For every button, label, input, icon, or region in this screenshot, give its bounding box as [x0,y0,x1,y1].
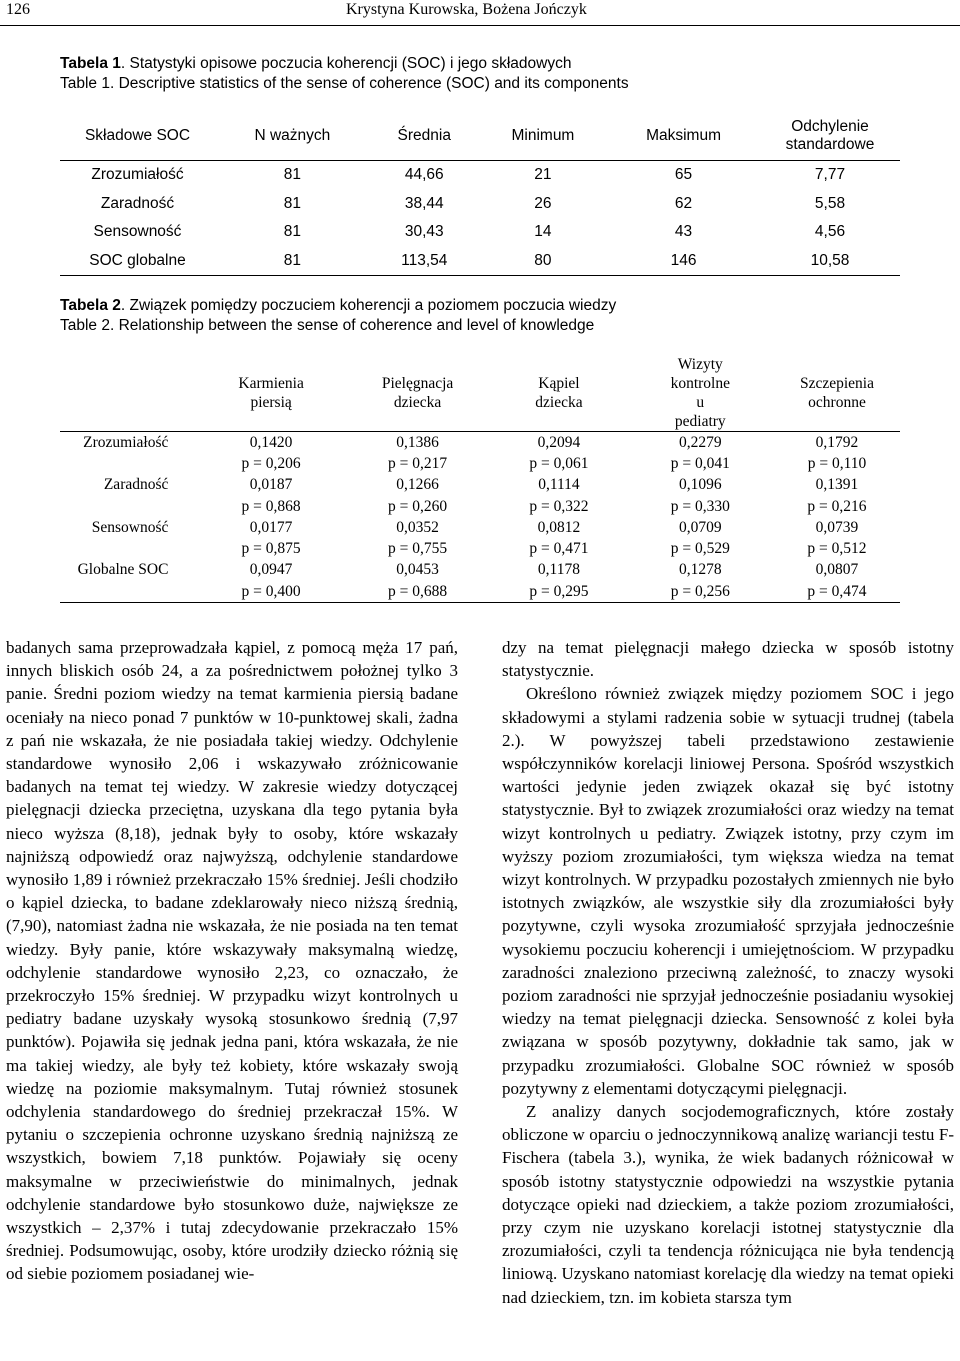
table-row [60,218,900,247]
p-value-cell: p = 0,868 [241,497,301,515]
header-rule [0,25,960,26]
body-paragraph: Określono również związek między poziomem SOC i jego składowymi a stylami radzenia sobie w sytuacji trudnej (tabela 2.). W powyższej tabeli przedstawiono zestawienie współczynników korelacji liniowej Persona. Spośród wszystkich wartości jedynie jeden związek okazał się być istotny statystycznie. Był to związek zrozumiałości oraz wiedzy na temat wizyt kontrolnych u pediatry. Związek istotny, przy czym im wyższy poziom zrozumiałości, tym większa wiedza na temat wizyt kontrolnych. W przypadku pozostałych zmiennych nie było istotnych związków, ale wszystkie siły dla zrozumiałości były pozytywne, czyli wysoka zrozumiałość sprzyjała jednocześnie wysokiemu poczuciu koherencji i umiejętnościom. W przypadku zaradności znaleziono przeciwną zależność, to znaczy wysoki poziom zaradności nie sprzyjał jednocześnie posiadaniu wysokiej wiedzy na temat pielęgnacji dziecka. Sensowność z kolei była związana w sposób pozytywny, dokładnie tak samo, jak w przypadku zrozumiałości. Globalne SOC również w sposób pozytywny z elementami dotyczącymi pielęgnacji. [502,684,954,1098]
p-value-cell: p = 0,688 [344,581,491,603]
table-cell: 81 [283,166,301,184]
p-value-cell: p = 0,217 [387,454,448,472]
table-row [60,496,900,517]
column-header: Kąpiel dziecka [491,355,626,432]
body-left-column [6,636,458,1286]
row-label: SOC globalne [60,247,215,276]
table-row [60,190,900,219]
correlation-cell: 0,0187 [249,476,293,494]
correlation-cell: 0,0352 [396,518,439,536]
row-label: Zaradność [103,476,169,494]
correlation-cell: 0,1792 [815,433,859,451]
table-row [60,453,900,474]
table1-label: Tabela 1 [60,55,121,72]
table2 [60,355,900,603]
table-cell: 38,44 [404,194,444,212]
correlation-cell: 0,1386 [396,433,439,451]
table-cell: 44,66 [404,166,444,184]
correlation-cell: 0,0453 [396,561,439,579]
table-cell: 113,54 [370,247,479,276]
column-header: Odchylenie standardowe [760,112,900,161]
p-value-cell: p = 0,755 [387,540,448,558]
table-cell: 65 [674,166,693,184]
p-value-cell: p = 0,206 [241,454,301,472]
p-value-cell: p = 0,875 [241,540,301,558]
correlation-cell: 0,1178 [537,561,580,579]
table-row [60,247,900,276]
column-header: Wizyty kontrolne u pediatry [627,355,774,432]
row-label: Sensowność [91,518,169,536]
table-cell: 80 [479,247,607,276]
correlation-cell: 0,1114 [538,476,580,494]
body-paragraph: Z analizy danych socjodemograficznych, które zostały obliczone w oparciu o jednoczynnikową analizę wariancji testu F-Fischera (tabela 3.), wynika, że wiek badanych różnicował w sposób istotny statystycznie odpowiedzi na wszystkie pytania dotyczące opieki nad dzieckiem, a także poziom zrozumiałości, przy czym nie uzyskano korelacji istotnej statystycznie dla zrozumiałości, czyli ta tendencja różnicująca nie była tendencją liniową. Uzyskano natomiast korelację dla wiedzy na temat opieki nad dzieckiem, tzn. im kobieta starsza tym [502,1102,954,1307]
body-paragraph: dzy na temat pielęgnacji małego dziecka w sposób istotny statystycznie. [502,638,954,681]
p-value-cell: p = 0,256 [627,581,774,603]
column-header: Szczepienia ochronne [774,355,900,432]
correlation-cell: 0,0807 [815,561,859,579]
correlation-cell: 0,0947 [249,561,293,579]
table-row [60,581,900,603]
table-cell: 5,58 [814,194,846,212]
table-cell: 81 [283,194,301,212]
table-row [60,161,900,190]
p-value-cell: p = 0,322 [529,497,589,515]
column-header: Karmienia piersią [198,355,343,432]
table2-caption-en: Table 2. Relationship between the sense of coherence and level of knowledge [60,317,595,334]
row-label: Sensowność [93,223,182,241]
body-right-column [502,636,954,1309]
table-header-row [60,112,900,161]
p-value-cell: p = 0,216 [807,497,867,515]
p-value-cell: p = 0,400 [198,581,343,603]
table1-caption [60,54,629,94]
table-cell: 81 [215,247,370,276]
p-value-cell: p = 0,471 [529,540,589,558]
correlation-cell: 0,2279 [678,433,722,451]
body-paragraph: badanych sama przeprowadzała kąpiel, z pomocą męża 17 pań, innych bliskich osób 24, a za pośrednictwem położnej tylko 3 panie. Średni poziom wiedzy na temat karmienia piersią badane oceniały na nieco ponad 7 punktów w 10-punktowej skali, żadna z pań nie wskazała, że nie posiadała takiej wiedzy. Odchylenie standardowe wynosiło 2,06 i wskazywało zróżnicowanie badanych na temat tej wiedzy. W zakresie wiedzy dotyczącej pielęgnacji dziecka przeciętna, uzyskana dla tego pytania była nieco wyższa (8,18), jednak były to osoby, które wskazały najniższą odpowiedź oraz najwyższą, odchylenie standardowe wynosiło 1,89 i również przekraczało 15% średniej. Jeśli chodziło o kąpiel dziecka, to badane zdeklarowały nieco niższą średnią, (7,90), natomiast żadna nie wskazała, że nie posiada na ten temat wiedzy. Były panie, które wskazywały maksymalną wiedzę, odchylenie standardowe wynosiło 2,23, co oznaczało, że przekroczyło 15% średniej. W przypadku wizyt kontrolnych u pediatry badane uzyskały wysoką stosunkowo średnią (7,97 punktów). Pojawiła się jednak jedna pani, która wskazała, że nie ma takiej wiedzy, ale były też kobiety, które wskazały swoją wiedzę na poziomie maksymalnym. Tutaj również stosunek odchylenia standardowego do średniej przekraczał 15%. W pytaniu o szczepienia ochronne uzyskano średnią najniższą ze wszystkich, bowiem 7,18 punktów. Pojawiały się oceny maksymalne w przeciwieństwie do minimalnych, jednak odchylenie standardowe było stosunkowo duże, największe ze wszystkich – 2,37% i tutaj zdecydowanie przekraczało 15% średniej. Podsumowując, osoby, które urodziły dziecko różnią się od siebie poziomem posiadanej wie- [6,638,458,1284]
table2-label: Tabela 2 [60,297,121,314]
column-header: Pielęgnacja dziecka [344,355,491,432]
running-authors: Krystyna Kurowska, Bożena Jończyk [346,1,587,18]
p-value-cell: p = 0,512 [807,540,867,558]
column-header: Maksimum [607,112,760,161]
page-number: 126 [6,1,30,18]
p-value-cell: p = 0,260 [387,497,448,515]
correlation-cell: 0,1278 [678,561,722,579]
column-header: Składowe SOC [60,112,215,161]
table-row [60,538,900,559]
table1-caption-en: Table 1. Descriptive statistics of the sense of coherence (SOC) and its components [60,75,629,92]
p-value-cell: p = 0,529 [670,540,730,558]
table-cell: 14 [534,223,552,241]
correlation-cell: 0,1266 [396,476,439,494]
row-label: Globalne SOC [77,561,169,579]
table-header-row [60,355,900,432]
table-row [60,560,900,581]
p-value-cell: p = 0,330 [670,497,730,515]
table-cell: 30,43 [404,223,444,241]
row-label: Zaradność [100,194,175,212]
table-row [60,475,900,496]
table-cell: 146 [607,247,760,276]
correlation-cell: 0,1391 [815,476,859,494]
table-cell: 62 [674,194,693,212]
p-value-cell: p = 0,474 [774,581,900,603]
table-row [60,432,900,454]
correlation-cell: 0,0812 [537,518,581,536]
p-value-cell: p = 0,295 [491,581,626,603]
table-cell: 7,77 [814,166,846,184]
running-header [0,0,960,26]
table-cell: 43 [674,223,693,241]
correlation-cell: 0,1096 [678,476,722,494]
table2-caption-pl: Tabela 2. Związek pomiędzy poczuciem koherencji a poziomem poczucia wiedzy [60,297,617,314]
p-value-cell: p = 0,110 [807,454,867,472]
table-cell: 10,58 [760,247,900,276]
table1 [60,112,900,276]
table2-caption [60,296,616,336]
table-cell: 26 [534,194,552,212]
column-header [60,355,198,432]
table-cell: 81 [283,223,301,241]
correlation-cell: 0,0709 [678,518,722,536]
column-header: Średnia [370,112,479,161]
correlation-cell: 0,2094 [537,433,581,451]
row-label: Zrozumiałość [83,433,169,451]
table-cell: 4,56 [814,223,846,241]
table-row [60,517,900,538]
p-value-cell: p = 0,041 [670,454,730,472]
correlation-cell: 0,0739 [815,518,859,536]
correlation-cell: 0,1420 [249,433,293,451]
table-cell: 21 [534,166,552,184]
table1-caption-pl: Tabela 1. Statystyki opisowe poczucia koherencji (SOC) i jego składowych [60,55,572,72]
correlation-cell: 0,0177 [249,518,293,536]
column-header: N ważnych [215,112,370,161]
column-header: Minimum [479,112,607,161]
row-label: Zrozumiałość [91,166,184,184]
p-value-cell: p = 0,061 [529,454,589,472]
